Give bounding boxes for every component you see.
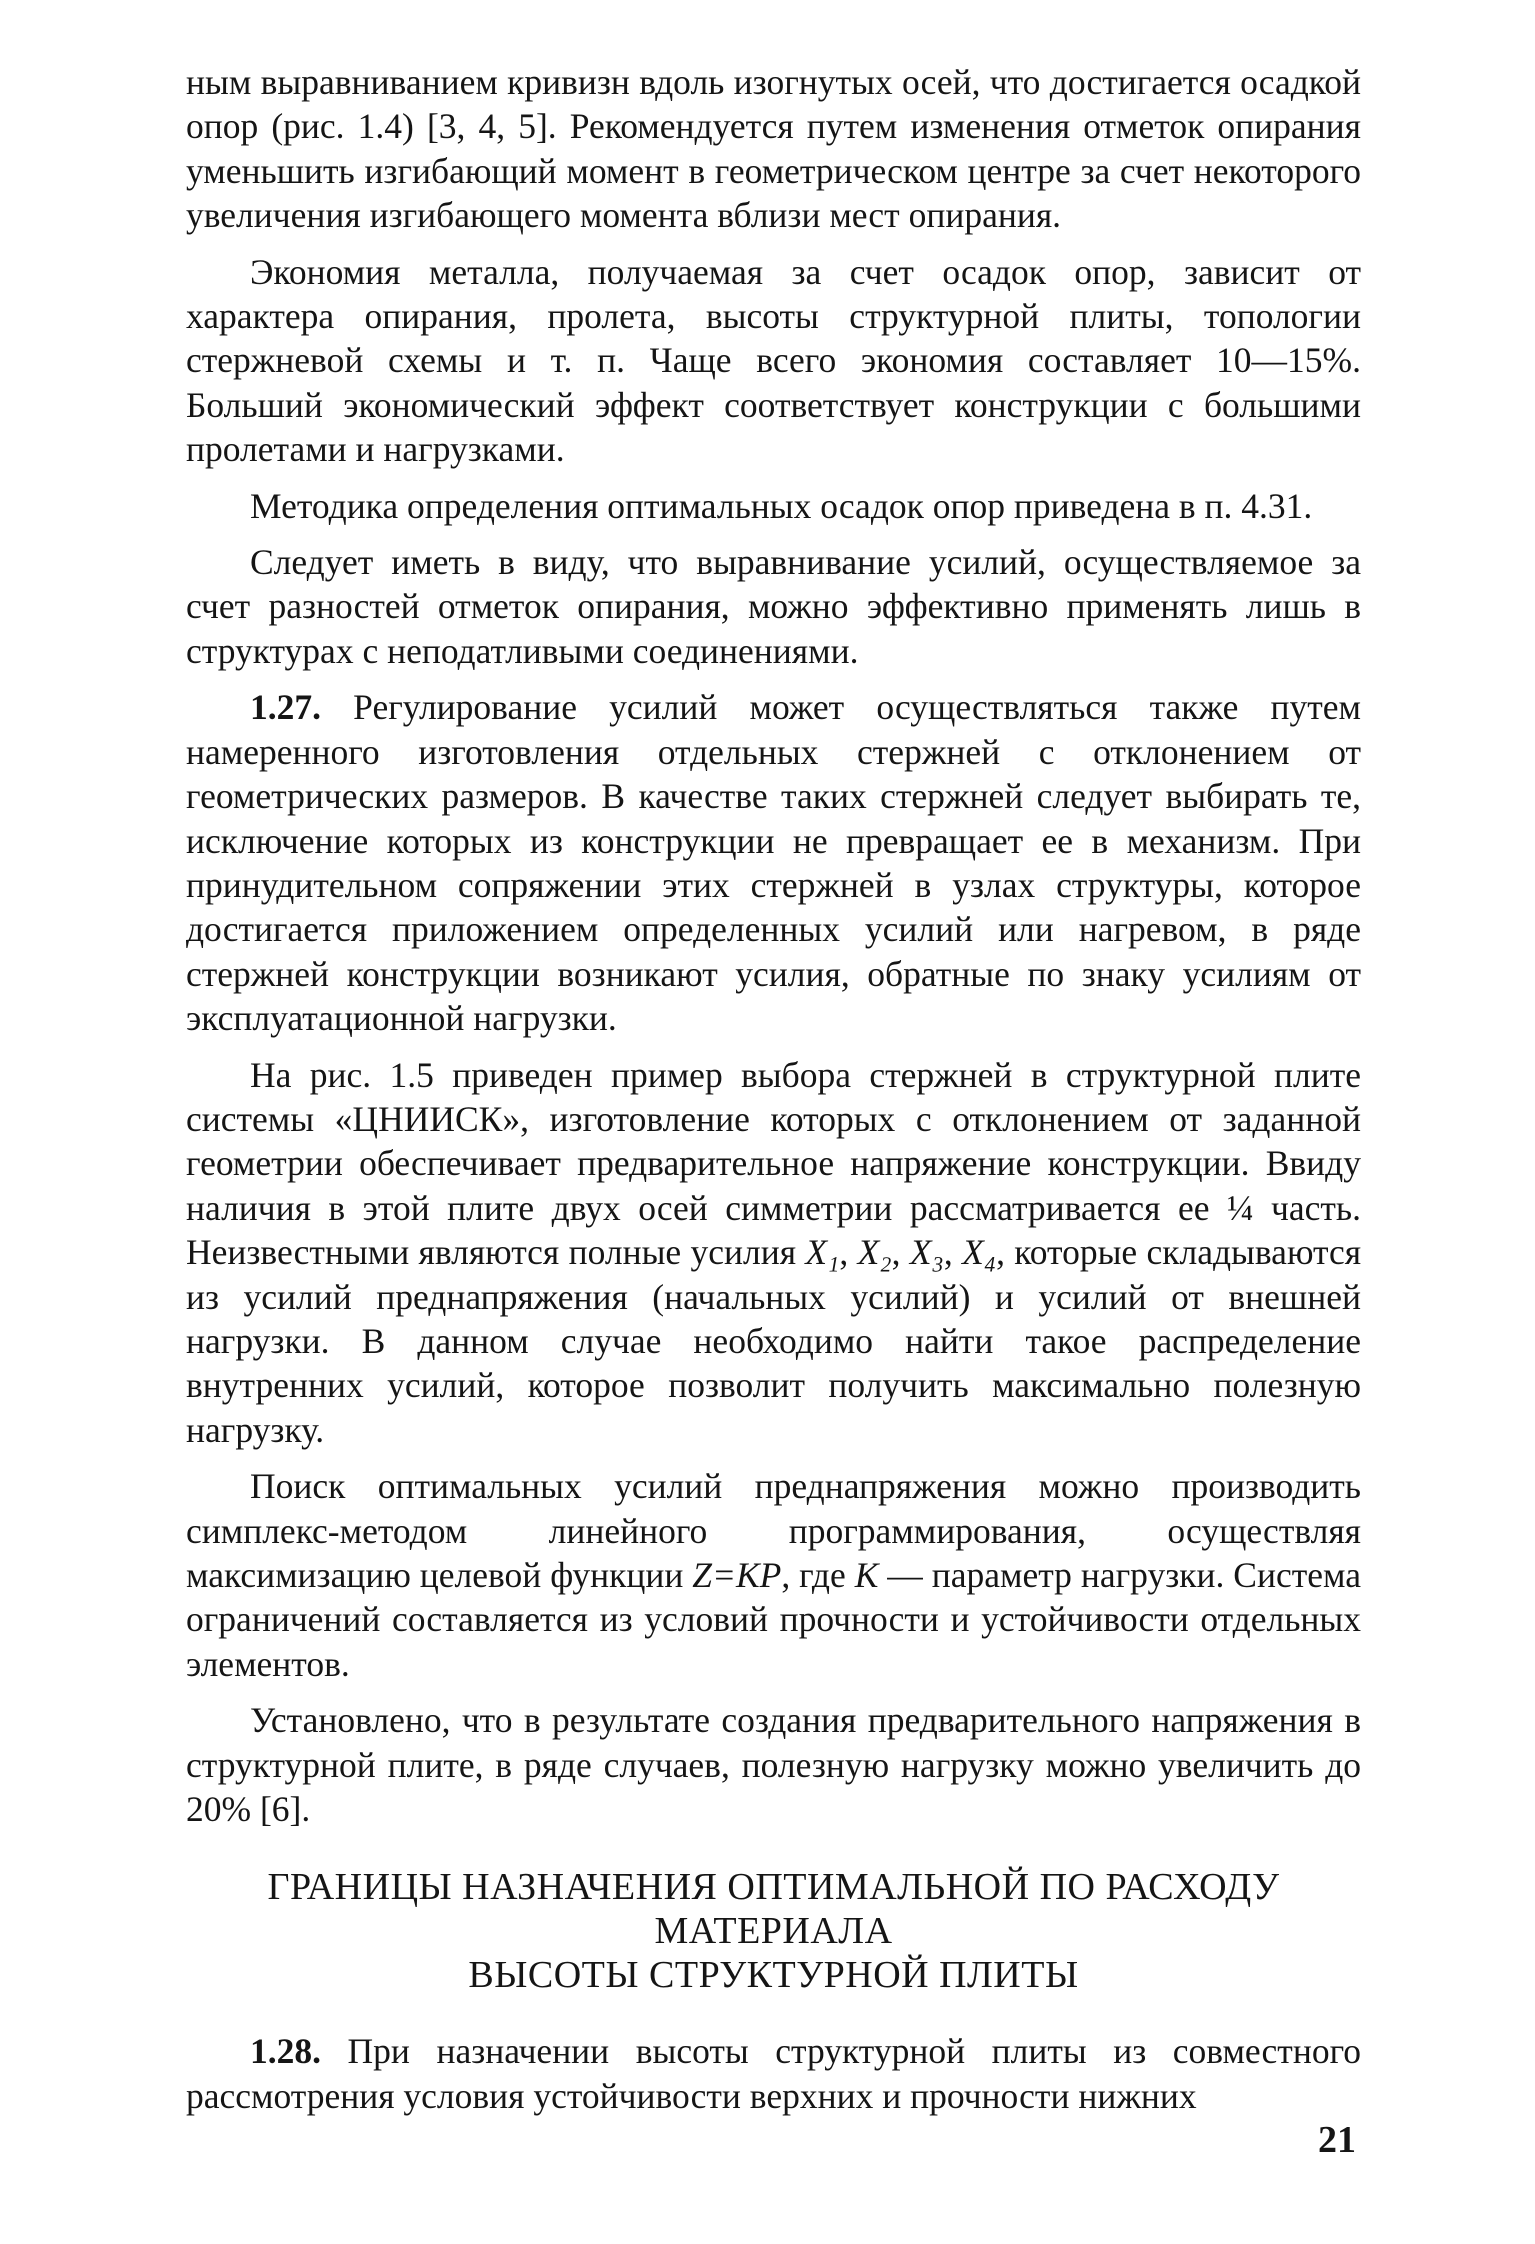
- paragraph-continuation: ным выравниванием кривизн вдоль изогнутых осей, что достигается осадкой опор (рис. 1.4) [3, 4, 5]. Рекомендуется путем изменения отметок опирания уменьшить изгибающий момент в геометрическом центре за счет некоторого увеличения изгибающего момента вблизи мест опирания.: [186, 62, 1361, 236]
- variable-x1: X₁: [805, 1232, 840, 1273]
- formula: Z=KP: [692, 1555, 782, 1595]
- section-heading: [186, 1865, 1361, 1997]
- variable-x3: X₃: [909, 1232, 944, 1273]
- page-number: 21: [1318, 2119, 1356, 2161]
- paragraph-simplex: [186, 1464, 1361, 1686]
- separator: ,: [891, 1232, 910, 1273]
- variable-x4: X₄: [962, 1232, 997, 1273]
- text-run: , где: [781, 1555, 855, 1595]
- variable-x2: X₂: [857, 1232, 892, 1273]
- separator: ,: [943, 1232, 963, 1273]
- section-text: При назначении высоты структурной плиты из совместного рассмотрения условия устойчивости верхних и прочности нижних: [186, 2031, 1361, 2116]
- paragraph-result: Установлено, что в результате создания предварительного напряжения в структурной плите, в ряде случаев, полезную нагрузку можно увеличить до 20% [6].: [186, 1700, 1361, 1830]
- heading-line: ВЫСОТЫ СТРУКТУРНОЙ ПЛИТЫ: [468, 1954, 1079, 1997]
- text-run: — параметр нагрузки. Система ограничений составляется из условий прочности и устойчивости отдельных элементов.: [186, 1555, 1361, 1684]
- section-number: 1.27.: [250, 687, 321, 728]
- text-run: часть. Неизвестными являются полные усилия: [186, 1187, 1361, 1273]
- paragraph-force-equalization: Следует иметь в виду, что выравнивание усилий, осуществляемое за счет разностей отметок опирания, можно эффективно применять лишь в структурах с неподатливыми соединениями.: [186, 542, 1361, 671]
- section-1-28: [186, 2029, 1361, 2118]
- section-number: 1.28.: [250, 2031, 321, 2072]
- heading-line: ГРАНИЦЫ НАЗНАЧЕНИЯ ОПТИМАЛЬНОЙ ПО РАСХОДУ: [267, 1866, 1280, 1909]
- separator: ,: [839, 1232, 858, 1273]
- text-run: , которые складываются из усилий преднапряжения (начальных усилий) и усилий от внешней нагрузки. В данном случае необходимо найти такое распределение внутренних усилий, которое позволит получить максимально полезную нагрузку.: [186, 1232, 1362, 1450]
- section-1-27: [186, 685, 1361, 1040]
- paragraph-metal-economy: Экономия металла, получаемая за счет осадок опор, зависит от характера опирания, пролета, высоты структурной плиты, топологии стержневой схемы и т. п. Чаще всего экономия составляет 10—15%. Больший экономический эффект соответствует конструкции с большими пролетами и нагрузками.: [186, 251, 1361, 470]
- text-run: На рис. 1.5 приведен пример выбора стержней в структурной плите системы «ЦНИИСК», изготовление которых с отклонением от заданной геометрии обеспечивает предварительное напряжение конструкции. Ввиду наличия в этой плите двух осей симметрии рассматривается ее: [186, 1054, 1361, 1228]
- body-text: [186, 60, 1361, 2130]
- fraction: ¼: [1226, 1187, 1254, 1228]
- paragraph-method-reference: Методика определения оптимальных осадок опор приведена в п. 4.31.: [250, 485, 1313, 526]
- section-text: Регулирование усилий может осуществляться также путем намеренного изготовления отдельных стержней с отклонением от геометрических размеров. В качестве таких стержней следует выбирать те, исключение которых из конструкции не превращает ее в механизм. При принудительном сопряжении этих стержней в узлах структуры, которое достигается приложением определенных усилий или нагревом, в ряде стержней конструкции возникают усилия, обратные по знаку усилиям от эксплуатационной нагрузки.: [186, 687, 1361, 1039]
- text-run: Поиск оптимальных усилий преднапряжения можно производить симплекс-методом линейного программирования, осуществляя максимизацию целевой функции: [186, 1466, 1361, 1595]
- heading-line: МАТЕРИАЛА: [654, 1910, 893, 1953]
- paragraph-figure-1-5: [186, 1053, 1361, 1453]
- variable-k: K: [854, 1555, 879, 1595]
